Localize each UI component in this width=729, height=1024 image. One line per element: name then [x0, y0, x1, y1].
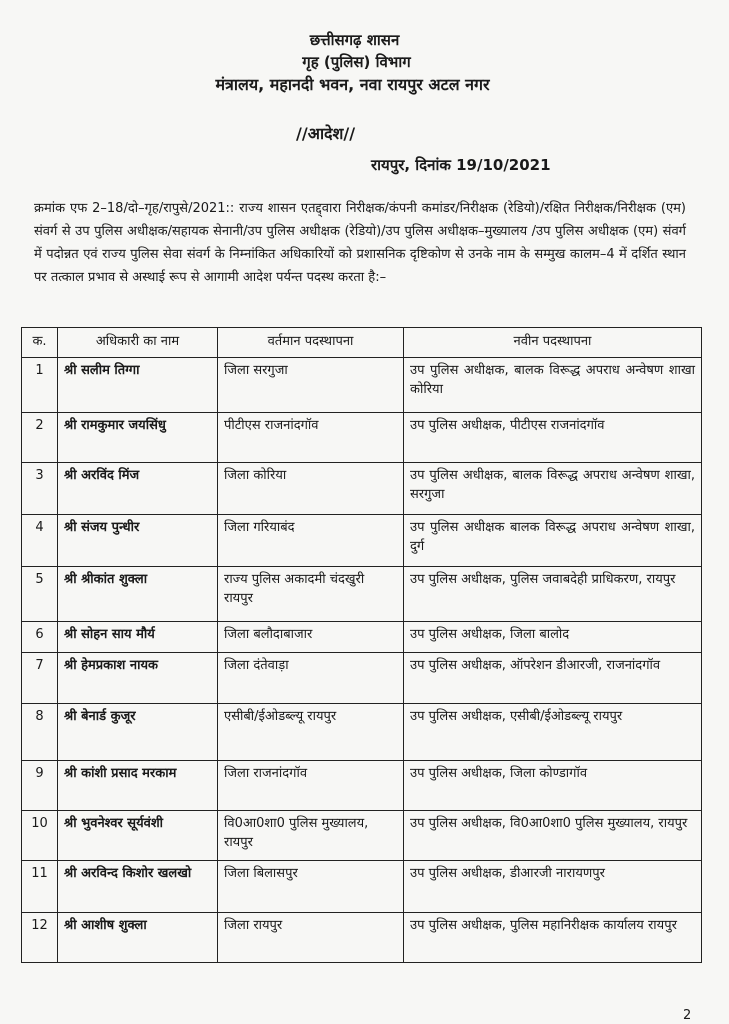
cell-officer-name: श्री सलीम तिग्गा [58, 358, 218, 413]
table-row [22, 704, 702, 761]
cell-current-posting: जिला गरियाबंद [218, 515, 404, 567]
table-row [22, 358, 702, 413]
cell-serial-number: 4 [22, 515, 58, 567]
col-header-name: अधिकारी का नाम [58, 328, 218, 358]
cell-current-posting: जिला सरगुजा [218, 358, 404, 413]
cell-new-posting: उप पुलिस अधीक्षक, वि0आ0शा0 पुलिस मुख्यालय, रायपुर [404, 811, 702, 861]
cell-current-posting: जिला दंतेवाड़ा [218, 653, 404, 704]
page-number: 2 [683, 1008, 692, 1023]
cell-current-posting: जिला बिलासपुर [218, 861, 404, 913]
place-date: रायपुर, दिनांक 19/10/2021 [371, 156, 551, 174]
table-row [22, 761, 702, 811]
table-row [22, 811, 702, 861]
cell-serial-number: 9 [22, 761, 58, 811]
cell-serial-number: 5 [22, 567, 58, 622]
cell-officer-name: श्री अरविंद मिंज [58, 463, 218, 515]
office-address: मंत्रालय, महानदी भवन, नवा रायपुर अटल नगर [215, 75, 490, 94]
table-row [22, 515, 702, 567]
order-title: //आदेश// [296, 124, 356, 143]
cell-new-posting: उप पुलिस अधीक्षक, पुलिस जवाबदेही प्राधिकरण, रायपुर [404, 567, 702, 622]
cell-new-posting: उप पुलिस अधीक्षक बालक विरूद्ध अपराध अन्वेषण शाखा, दुर्ग [404, 515, 702, 567]
cell-serial-number: 1 [22, 358, 58, 413]
cell-officer-name: श्री बेनार्ड कुजूर [58, 704, 218, 761]
cell-officer-name: श्री श्रीकांत शुक्ला [58, 567, 218, 622]
table-row [22, 463, 702, 515]
department-name: गृह (पुलिस) विभाग [302, 53, 411, 71]
col-header-sn: क. [22, 328, 58, 358]
table-row [22, 653, 702, 704]
intro-paragraph: क्रमांक एफ 2–18/दो–गृह/रापुसे/2021:: राज्य शासन एतद्द्वारा निरीक्षक/कंपनी कमांडर/निरीक्षक (रेडियो)/रक्षित निरीक्षक/निरीक्षक (एम) संवर्ग से उप पुलिस अधीक्षक/सहायक सेनानी/उप पुलिस अधीक्षक (रेडियो)/उप पुलिस अधीक्षक–मुख्यालय /उप पुलिस अधीक्षक (एम) संवर्ग में पदोन्नत एवं राज्य पुलिस सेवा संवर्ग के निम्नांकित अधिकारियों को प्रशासनिक दृष्टिकोण से उनके नाम के सम्मुख कालम–4 में दर्शित स्थान पर तत्काल प्रभाव से अस्थाई रूप से आगामी आदेश पर्यन्त पदस्थ करता है:– [34, 201, 686, 285]
cell-current-posting: एसीबी/ईओडब्ल्यू रायपुर [218, 704, 404, 761]
cell-new-posting: उप पुलिस अधीक्षक, बालक विरूद्ध अपराध अन्वेषण शाखा, सरगुजा [404, 463, 702, 515]
cell-new-posting: उप पुलिस अधीक्षक, ऑपरेशन डीआरजी, राजनांदगॉव [404, 653, 702, 704]
posting-table [21, 327, 702, 963]
cell-new-posting: उप पुलिस अधीक्षक, जिला कोण्डागॉव [404, 761, 702, 811]
col-header-current-posting: वर्तमान पदस्थापना [218, 328, 404, 358]
cell-serial-number: 8 [22, 704, 58, 761]
cell-serial-number: 2 [22, 413, 58, 463]
cell-current-posting: जिला रायपुर [218, 913, 404, 963]
cell-officer-name: श्री रामकुमार जयसिंधु [58, 413, 218, 463]
col-header-new-posting: नवीन पदस्थापना [404, 328, 702, 358]
cell-new-posting: उप पुलिस अधीक्षक, जिला बालोद [404, 622, 702, 653]
table-row [22, 861, 702, 913]
cell-serial-number: 10 [22, 811, 58, 861]
cell-officer-name: श्री कांशी प्रसाद मरकाम [58, 761, 218, 811]
cell-serial-number: 3 [22, 463, 58, 515]
cell-current-posting: पीटीएस राजनांदगॉव [218, 413, 404, 463]
cell-current-posting: जिला बलौदाबाजार [218, 622, 404, 653]
table-row [22, 622, 702, 653]
cell-new-posting: उप पुलिस अधीक्षक, डीआरजी नारायणपुर [404, 861, 702, 913]
cell-officer-name: श्री हेमप्रकाश नायक [58, 653, 218, 704]
table-row [22, 567, 702, 622]
cell-serial-number: 12 [22, 913, 58, 963]
cell-officer-name: श्री आशीष शुक्ला [58, 913, 218, 963]
cell-officer-name: श्री सोहन साय मौर्य [58, 622, 218, 653]
cell-officer-name: श्री भुवनेश्वर सूर्यवंशी [58, 811, 218, 861]
cell-serial-number: 6 [22, 622, 58, 653]
cell-new-posting: उप पुलिस अधीक्षक, बालक विरूद्ध अपराध अन्वेषण शाखा कोरिया [404, 358, 702, 413]
cell-officer-name: श्री संजय पुन्धीर [58, 515, 218, 567]
table-header-row [22, 328, 702, 358]
government-name: छत्तीसगढ़ शासन [309, 31, 400, 49]
cell-current-posting: वि0आ0शा0 पुलिस मुख्यालय, रायपुर [218, 811, 404, 861]
cell-serial-number: 7 [22, 653, 58, 704]
cell-serial-number: 11 [22, 861, 58, 913]
cell-new-posting: उप पुलिस अधीक्षक, एसीबी/ईओडब्ल्यू रायपुर [404, 704, 702, 761]
cell-new-posting: उप पुलिस अधीक्षक, पीटीएस राजनांदगॉव [404, 413, 702, 463]
table-row [22, 413, 702, 463]
cell-current-posting: राज्य पुलिस अकादमी चंदखुरी रायपुर [218, 567, 404, 622]
cell-new-posting: उप पुलिस अधीक्षक, पुलिस महानिरीक्षक कार्यालय रायपुर [404, 913, 702, 963]
cell-current-posting: जिला कोरिया [218, 463, 404, 515]
cell-officer-name: श्री अरविन्द किशोर खलखो [58, 861, 218, 913]
table-row [22, 913, 702, 963]
cell-current-posting: जिला राजनांदगॉव [218, 761, 404, 811]
